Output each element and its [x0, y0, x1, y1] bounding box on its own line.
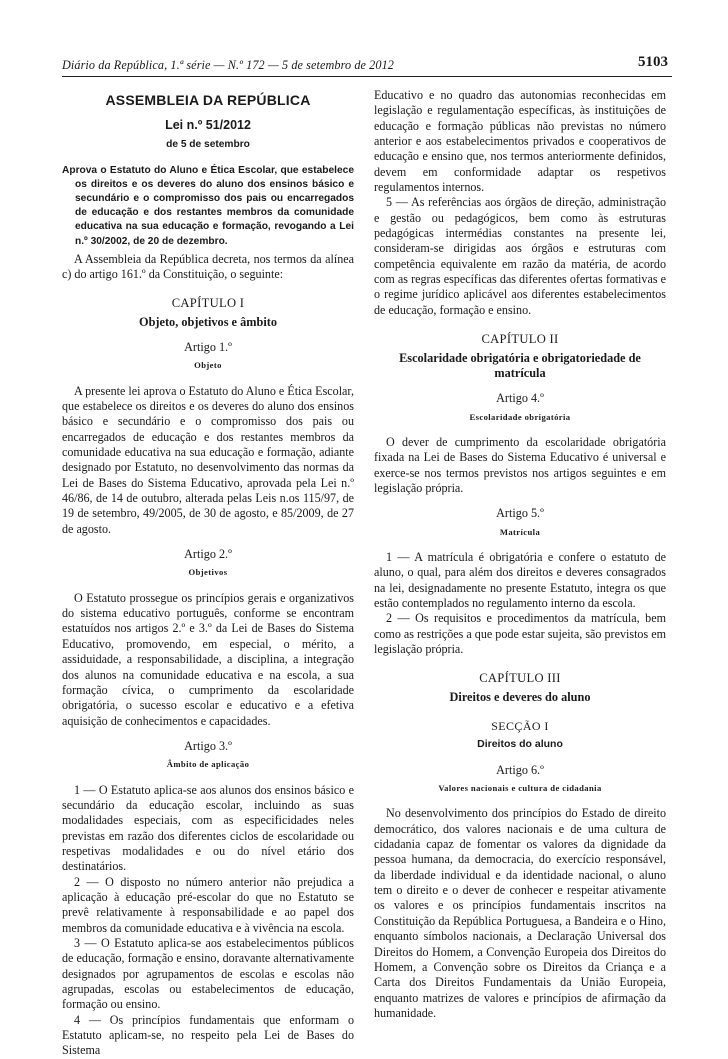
right-column	[374, 88, 666, 1021]
article-title: Escolaridade obrigatória	[469, 411, 571, 422]
article-title: Âmbito de aplicação	[166, 759, 250, 770]
article-paragraph: Educativo e no quadro das autonomias reconhecidas em legislação e regulamentação específicas, às instituições de educação e formação públicas não previstas no número anterior e aos estabelecimentos privados e cooperativos de educação e ensino que, nos termos anteriormente definidos, devem em conformidade adaptar os respetivos regulamentos internos.	[374, 88, 666, 195]
issuing-body: ASSEMBLEIA DA REPÚBLICA	[105, 92, 311, 108]
header-rule	[62, 76, 672, 77]
article-paragraph: 1 — A matrícula é obrigatória e confere o estatuto de aluno, o qual, para além dos direitos e deveres consagrados na lei, designadamente no presente Estatuto, integra os que estão contemplados no regulamento interno da escola.	[374, 549, 666, 610]
article-heading: Artigo 3.º	[184, 738, 232, 753]
chapter-title: Objeto, objetivos e âmbito	[139, 314, 277, 329]
section-title: Direitos do aluno	[477, 738, 563, 751]
law-summary: Aprova o Estatuto do Aluno e Ética Escolar, que estabelece os direitos e os deveres do aluno dos ensinos básico e secundário e o compromisso dos pais ou encarregados de educação e dos restantes membros da comunidade educativa na sua educação e formação, revogando a Lei n.º 30/2002, de 20 de dezembro.	[62, 165, 354, 247]
article-title: Objetivos	[188, 567, 228, 578]
article-paragraph: A presente lei aprova o Estatuto do Aluno e Ética Escolar, que estabelece os direitos e os deveres do aluno dos ensinos básico e secundário e o compromisso dos pais ou encarregados de educação e dos restantes membros da comunidade educativa na sua educação e formação, adiante designado por Estatuto, no desenvolvimento das normas da Lei de Bases do Sistema Educativo, aprovada pela Lei n.º 46/86, de 14 de outubro, alterada pelas Leis n.os 115/97, de 19 de setembro, 49/2005, de 30 de agosto, e 85/2009, de 27 de agosto.	[62, 383, 354, 536]
chapter-heading: CAPÍTULO III	[479, 671, 561, 686]
chapter-heading: CAPÍTULO I	[171, 296, 245, 311]
article-heading: Artigo 2.º	[184, 547, 232, 562]
article-heading: Artigo 4.º	[496, 391, 544, 406]
chapter-heading: CAPÍTULO II	[481, 332, 559, 347]
enactment-clause: A Assembleia da República decreta, nos termos da alínea c) do artigo 161.º da Constituição, o seguinte:	[62, 251, 354, 281]
running-head: Diário da República, 1.ª série — N.º 172 — 5 de setembro de 2012	[62, 58, 394, 72]
left-column	[62, 88, 354, 1059]
article-paragraph: 4 — Os princípios fundamentais que enformam o Estatuto aplicam-se, no respeito pela Lei de Bases do Sistema	[62, 1012, 354, 1058]
section-heading: SECÇÃO I	[491, 719, 549, 734]
article-paragraph: 5 — As referências aos órgãos de direção, administração e gestão ou pedagógicos, bem como às estruturas pedagógicas intermédias constantes na presente lei, consideram-se dirigidas aos órgãos e estruturas com competência equivalente em razão da matéria, de acordo com as regras específicas das diferentes ofertas formativas e o regime jurídico aplicável aos diferentes estabelecimentos de educação, formação e ensino.	[374, 195, 666, 317]
article-paragraph: O dever de cumprimento da escolaridade obrigatória fixada na Lei de Bases do Sistema Educativo é universal e exerce-se nos termos previstos nos artigos seguintes e em legislação própria.	[374, 434, 666, 495]
law-date: de 5 de setembro	[166, 138, 250, 150]
law-title: Lei n.º 51/2012	[165, 118, 251, 133]
article-paragraph: 2 — O disposto no número anterior não prejudica a aplicação à educação pré-escolar do que no Estatuto se prevê relativamente à responsabilidade e ao papel dos membros da comunidade educativa e à vivência na escola.	[62, 874, 354, 935]
article-paragraph: 1 — O Estatuto aplica-se aos alunos dos ensinos básico e secundário da educação escolar, incluindo as suas modalidades especiais, com as especificidades neles previstas em razão dos diferentes ciclos de escolaridade ou respetivas modalidades e ou do nível etário dos destinatários.	[62, 782, 354, 874]
article-title: Matrícula	[499, 526, 541, 537]
article-paragraph: No desenvolvimento dos princípios do Estado de direito democrático, dos valores nacionais e de uma cultura de cidadania capaz de fomentar os valores da dignidade da pessoa humana, da democracia, do exercício responsável, da liberdade individual e da identidade nacional, o aluno tem o direito e o dever de conhecer e respeitar ativamente os valores e os princípios fundamentais inscritos na Constituição da República Portuguesa, a Bandeira e o Hino, enquanto símbolos nacionais, a Declaração Universal dos Direitos do Homem, a Convenção Europeia dos Direitos do Homem, a Convenção sobre os Direitos da Criança e a Carta dos Direitos Fundamentais da União Europeia, enquanto matrizes de valores e princípios de afirmação da humanidade.	[374, 806, 666, 1020]
article-paragraph: 3 — O Estatuto aplica-se aos estabelecimentos públicos de educação, formação e ensino, doravante alternativamente designados por agrupamentos de escolas e escolas não agrupadas, escolas ou estabelecimentos de educação, formação ou ensino.	[62, 936, 354, 1012]
article-title: Objeto	[194, 360, 222, 371]
chapter-title: Direitos e deveres do aluno	[449, 689, 591, 704]
page-number: 5103	[638, 54, 668, 70]
chapter-title: Escolaridade obrigatória e obrigatoriedade de matrícula	[399, 350, 641, 380]
article-paragraph: 2 — Os requisitos e procedimentos da matrícula, bem como as restrições a que pode estar sujeita, são previstos em legislação própria.	[374, 611, 666, 656]
article-title: Valores nacionais e cultura de cidadania	[438, 783, 602, 794]
article-heading: Artigo 1.º	[184, 339, 232, 354]
article-heading: Artigo 5.º	[496, 506, 544, 521]
article-paragraph: O Estatuto prossegue os princípios gerais e organizativos do sistema educativo português, conforme se encontram estatuídos nos artigos 2.º e 3.º da Lei de Bases do Sistema Educativo, promovendo, em especial, o mérito, a assiduidade, a responsabilidade, a disciplina, a integração dos alunos na comunidade educativa e na escola, a sua formação cívica, o cumprimento da escolaridade obrigatória, o sucesso escolar e educativo e a efetiva aquisição de conhecimentos e capacidades.	[62, 590, 354, 728]
article-heading: Artigo 6.º	[496, 762, 544, 777]
